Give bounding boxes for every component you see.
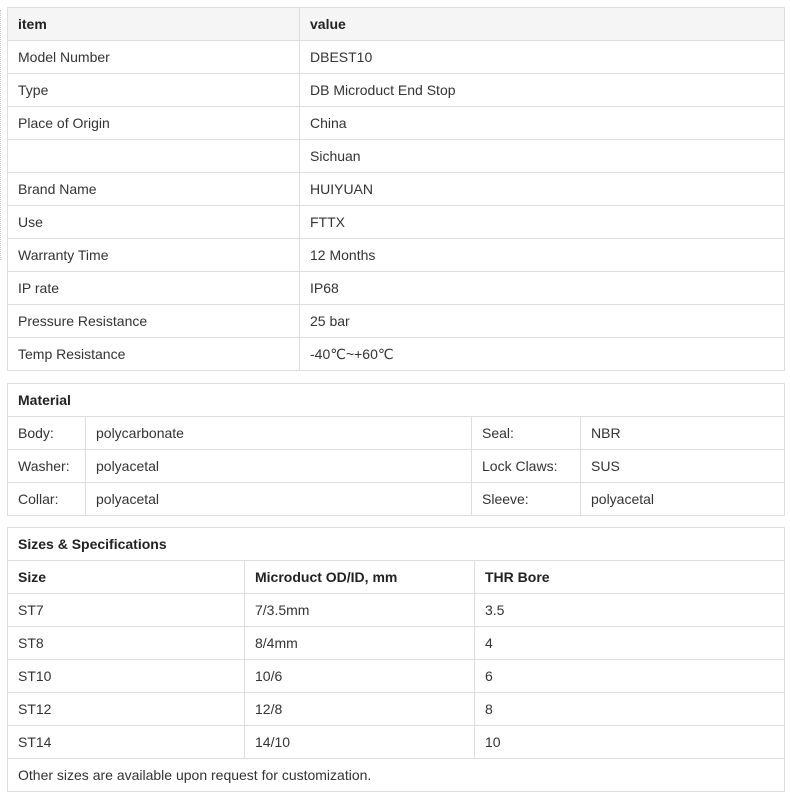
size-cell: ST14 (8, 726, 245, 759)
table-row (8, 173, 785, 206)
table-row (8, 450, 785, 483)
table-row (8, 206, 785, 239)
row-value: China (300, 107, 785, 140)
od-id-cell: 14/10 (245, 726, 475, 759)
row-item: Brand Name (8, 173, 300, 206)
table-row (8, 726, 785, 759)
footnote: Other sizes are available upon request for customization. (8, 759, 785, 792)
od-id-cell: 12/8 (245, 693, 475, 726)
row-item: Warranty Time (8, 239, 300, 272)
footnote-row (8, 759, 785, 792)
material-value: polyacetal (86, 483, 472, 516)
row-item: Type (8, 74, 300, 107)
material-value: SUS (581, 450, 785, 483)
row-value: DB Microduct End Stop (300, 74, 785, 107)
thr-bore-cell: 10 (475, 726, 785, 759)
material-title: Material (8, 384, 785, 417)
table-row (8, 239, 785, 272)
row-value: 25 bar (300, 305, 785, 338)
left-edge-marker (0, 10, 3, 260)
row-item: Model Number (8, 41, 300, 74)
column-header-thr-bore: THR Bore (475, 561, 785, 594)
row-item: Use (8, 206, 300, 239)
table-row (8, 140, 785, 173)
table-row (8, 627, 785, 660)
table-row (8, 483, 785, 516)
row-value: IP68 (300, 272, 785, 305)
material-label: Seal: (472, 417, 581, 450)
size-cell: ST10 (8, 660, 245, 693)
sizes-title-row (8, 528, 785, 561)
od-id-cell: 8/4mm (245, 627, 475, 660)
material-value: polycarbonate (86, 417, 472, 450)
row-item: Place of Origin (8, 107, 300, 140)
material-label: Washer: (8, 450, 86, 483)
size-cell: ST12 (8, 693, 245, 726)
sizes-header-row (8, 561, 785, 594)
row-item: Pressure Resistance (8, 305, 300, 338)
od-id-cell: 10/6 (245, 660, 475, 693)
table-row (8, 594, 785, 627)
material-title-row (8, 384, 785, 417)
table-row (8, 338, 785, 371)
table-row (8, 305, 785, 338)
row-item: IP rate (8, 272, 300, 305)
row-value: FTTX (300, 206, 785, 239)
size-cell: ST7 (8, 594, 245, 627)
material-table (7, 383, 785, 516)
row-item (8, 140, 300, 173)
row-value: HUIYUAN (300, 173, 785, 206)
material-label: Lock Claws: (472, 450, 581, 483)
row-item: Temp Resistance (8, 338, 300, 371)
table-row (8, 41, 785, 74)
sizes-table (7, 527, 785, 792)
table-row (8, 107, 785, 140)
material-value: polyacetal (581, 483, 785, 516)
row-value: 12 Months (300, 239, 785, 272)
sizes-title: Sizes & Specifications (8, 528, 785, 561)
size-cell: ST8 (8, 627, 245, 660)
table-row (8, 693, 785, 726)
od-id-cell: 7/3.5mm (245, 594, 475, 627)
material-value: NBR (581, 417, 785, 450)
table-row (8, 74, 785, 107)
thr-bore-cell: 3.5 (475, 594, 785, 627)
column-header-size: Size (8, 561, 245, 594)
table-row (8, 272, 785, 305)
row-value: -40℃~+60℃ (300, 338, 785, 371)
table-row (8, 660, 785, 693)
material-value: polyacetal (86, 450, 472, 483)
material-label: Collar: (8, 483, 86, 516)
spec-table (7, 7, 785, 371)
header-value: value (300, 8, 785, 41)
header-item: item (8, 8, 300, 41)
row-value: DBEST10 (300, 41, 785, 74)
column-header-od-id: Microduct OD/ID, mm (245, 561, 475, 594)
row-value: Sichuan (300, 140, 785, 173)
thr-bore-cell: 4 (475, 627, 785, 660)
table-row (8, 417, 785, 450)
material-label: Body: (8, 417, 86, 450)
thr-bore-cell: 6 (475, 660, 785, 693)
material-label: Sleeve: (472, 483, 581, 516)
spec-table-header (8, 8, 785, 41)
thr-bore-cell: 8 (475, 693, 785, 726)
